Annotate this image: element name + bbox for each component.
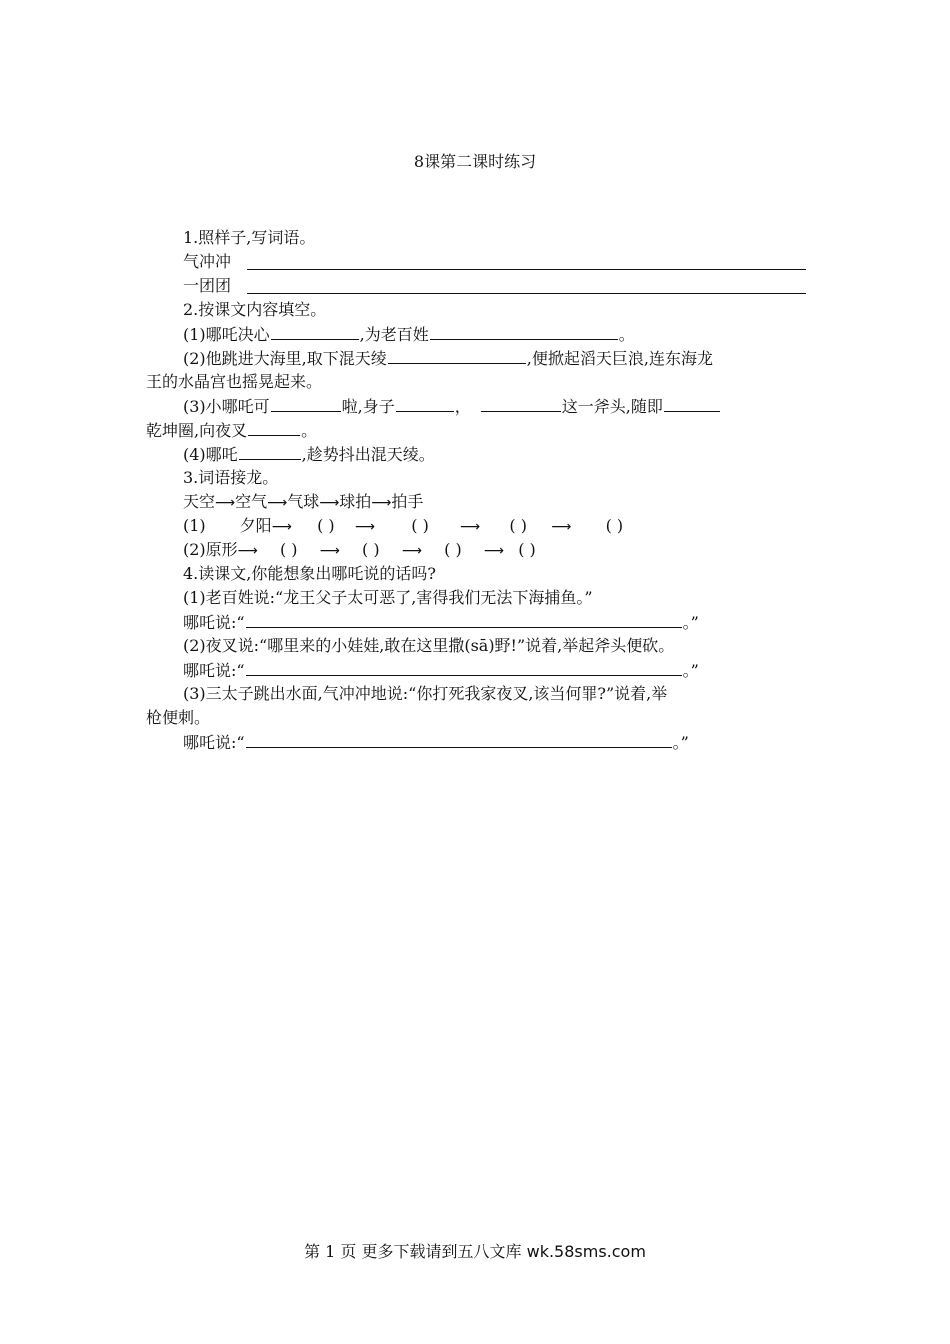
q2-blank[interactable] [396, 394, 454, 412]
arrow-icon: ⟶ [460, 519, 481, 535]
chain-blank[interactable]: ( ) [411, 516, 429, 535]
arrow-icon: ⟶ [401, 543, 422, 559]
q2-blank[interactable] [248, 418, 300, 436]
q4-prompt-1: (1)老百姓说:“龙王父子太可恶了,害得我们无法下海捕鱼。” [183, 588, 593, 607]
q2-item-3 [146, 394, 806, 418]
q3-chain-1 [146, 514, 806, 538]
arrow-icon: ⟶ [319, 495, 340, 511]
arrow-icon: ⟶ [483, 543, 504, 559]
arrow-icon: ⟶ [267, 495, 288, 511]
q4-answer-3 [146, 730, 806, 754]
arrow-icon: ⟶ [215, 495, 236, 511]
q4-prompt-3: (3)三太子跳出水面,气冲冲地说:“你打死我家夜叉,该当何罪?”说着,举 [183, 684, 668, 703]
exercise-body [146, 226, 806, 754]
q3-example-chain [146, 490, 806, 514]
q4-end-quote: 。” [672, 733, 689, 752]
page-footer [0, 1242, 950, 1262]
q4-answer-1 [146, 610, 806, 634]
q4-answer-line[interactable] [246, 658, 682, 676]
q2-text: 啦,身子 [341, 397, 395, 416]
q2-text: ,便掀起滔天巨浪,连东海龙 [526, 349, 713, 368]
chain-blank[interactable]: ( ) [362, 540, 380, 559]
chain-blank[interactable]: ( ) [509, 516, 527, 535]
q2-blank[interactable] [271, 394, 341, 412]
q2-text: 。 [618, 325, 635, 344]
q2-blank[interactable] [271, 322, 359, 340]
q2-text: ， [454, 397, 471, 416]
q4-label: 哪吒说:“ [183, 661, 245, 680]
chain-word: 天空 [183, 492, 216, 511]
footer-text: 第 1 页 更多下载请到五八文库 [304, 1242, 522, 1261]
q4-prompt-3-cont: 枪便刺。 [146, 708, 211, 727]
chain-blank[interactable]: ( ) [444, 540, 462, 559]
q2-item-2-cont: 王的水晶宫也摇晃起来。 [146, 372, 323, 391]
q2-item-4 [146, 442, 806, 466]
q3-chain-2 [146, 538, 806, 562]
q4-answer-2 [146, 658, 806, 682]
q2-item-2 [146, 346, 806, 370]
q4-answer-line[interactable] [246, 730, 672, 748]
q2-text: (3)小哪吒可 [183, 397, 270, 416]
q1-row-1 [146, 250, 806, 274]
q1-heading: 1.照样子,写词语。 [183, 228, 316, 247]
chain-word: 气球 [287, 492, 320, 511]
q2-text: ,趁势抖出混天绫。 [301, 445, 435, 464]
q1-example-word: 一团团 [183, 276, 232, 295]
arrow-icon: ⟶ [354, 519, 375, 535]
q2-blank[interactable] [481, 394, 561, 412]
chain-blank[interactable]: ( ) [317, 516, 335, 535]
chain-label: (1) [183, 516, 206, 535]
chain-word: (2)原形 [183, 540, 238, 559]
arrow-icon: ⟶ [237, 543, 258, 559]
q2-text: (1)哪吒决心 [183, 325, 270, 344]
q2-blank[interactable] [664, 394, 720, 412]
q1-answer-line-2[interactable] [247, 293, 806, 294]
q4-end-quote: 。” [682, 613, 699, 632]
q2-item-1 [146, 322, 806, 346]
q4-label: 哪吒说:“ [183, 613, 245, 632]
q2-heading: 2.按课文内容填空。 [183, 300, 327, 319]
arrow-icon: ⟶ [551, 519, 572, 535]
arrow-icon: ⟶ [319, 543, 340, 559]
arrow-icon: ⟶ [371, 495, 392, 511]
q2-blank[interactable] [239, 442, 301, 460]
page-title: 8课第二课时练习 [413, 152, 537, 171]
chain-blank[interactable]: ( ) [518, 540, 536, 559]
arrow-icon: ⟶ [271, 519, 292, 535]
q4-end-quote: 。” [682, 661, 699, 680]
q1-row-2 [146, 274, 806, 298]
q2-text: (2)他跳进大海里,取下混天绫 [183, 349, 387, 368]
chain-word: 空气 [235, 492, 268, 511]
q4-prompt-2: (2)夜叉说:“哪里来的小娃娃,敢在这里撒(sā)野!”说着,举起斧头便砍。 [183, 636, 675, 655]
chain-word: 球拍 [339, 492, 372, 511]
q1-answer-line-1[interactable] [247, 269, 806, 270]
q2-blank[interactable] [388, 346, 526, 364]
q2-text: 乾坤圈,向夜叉 [146, 421, 248, 440]
footer-link[interactable]: wk.58sms.com [526, 1242, 646, 1261]
q2-blank[interactable] [430, 322, 618, 340]
chain-word: 拍手 [391, 492, 424, 511]
q2-text: 这一斧头,随即 [561, 397, 663, 416]
chain-blank[interactable]: ( ) [279, 540, 298, 559]
q4-label: 哪吒说:“ [183, 733, 245, 752]
q3-heading: 3.词语接龙。 [183, 468, 279, 487]
q2-text: 。 [301, 421, 318, 440]
q2-item-3-cont [146, 418, 806, 442]
q4-heading: 4.读课文,你能想象出哪吒说的话吗? [183, 564, 436, 583]
q2-text: (4)哪吒 [183, 445, 238, 464]
q2-text: ,为老百姓 [359, 325, 429, 344]
q1-example-word: 气冲冲 [183, 252, 232, 271]
q4-answer-line[interactable] [246, 610, 682, 628]
chain-word: 夕阳 [239, 516, 272, 535]
chain-blank[interactable]: ( ) [605, 516, 624, 535]
